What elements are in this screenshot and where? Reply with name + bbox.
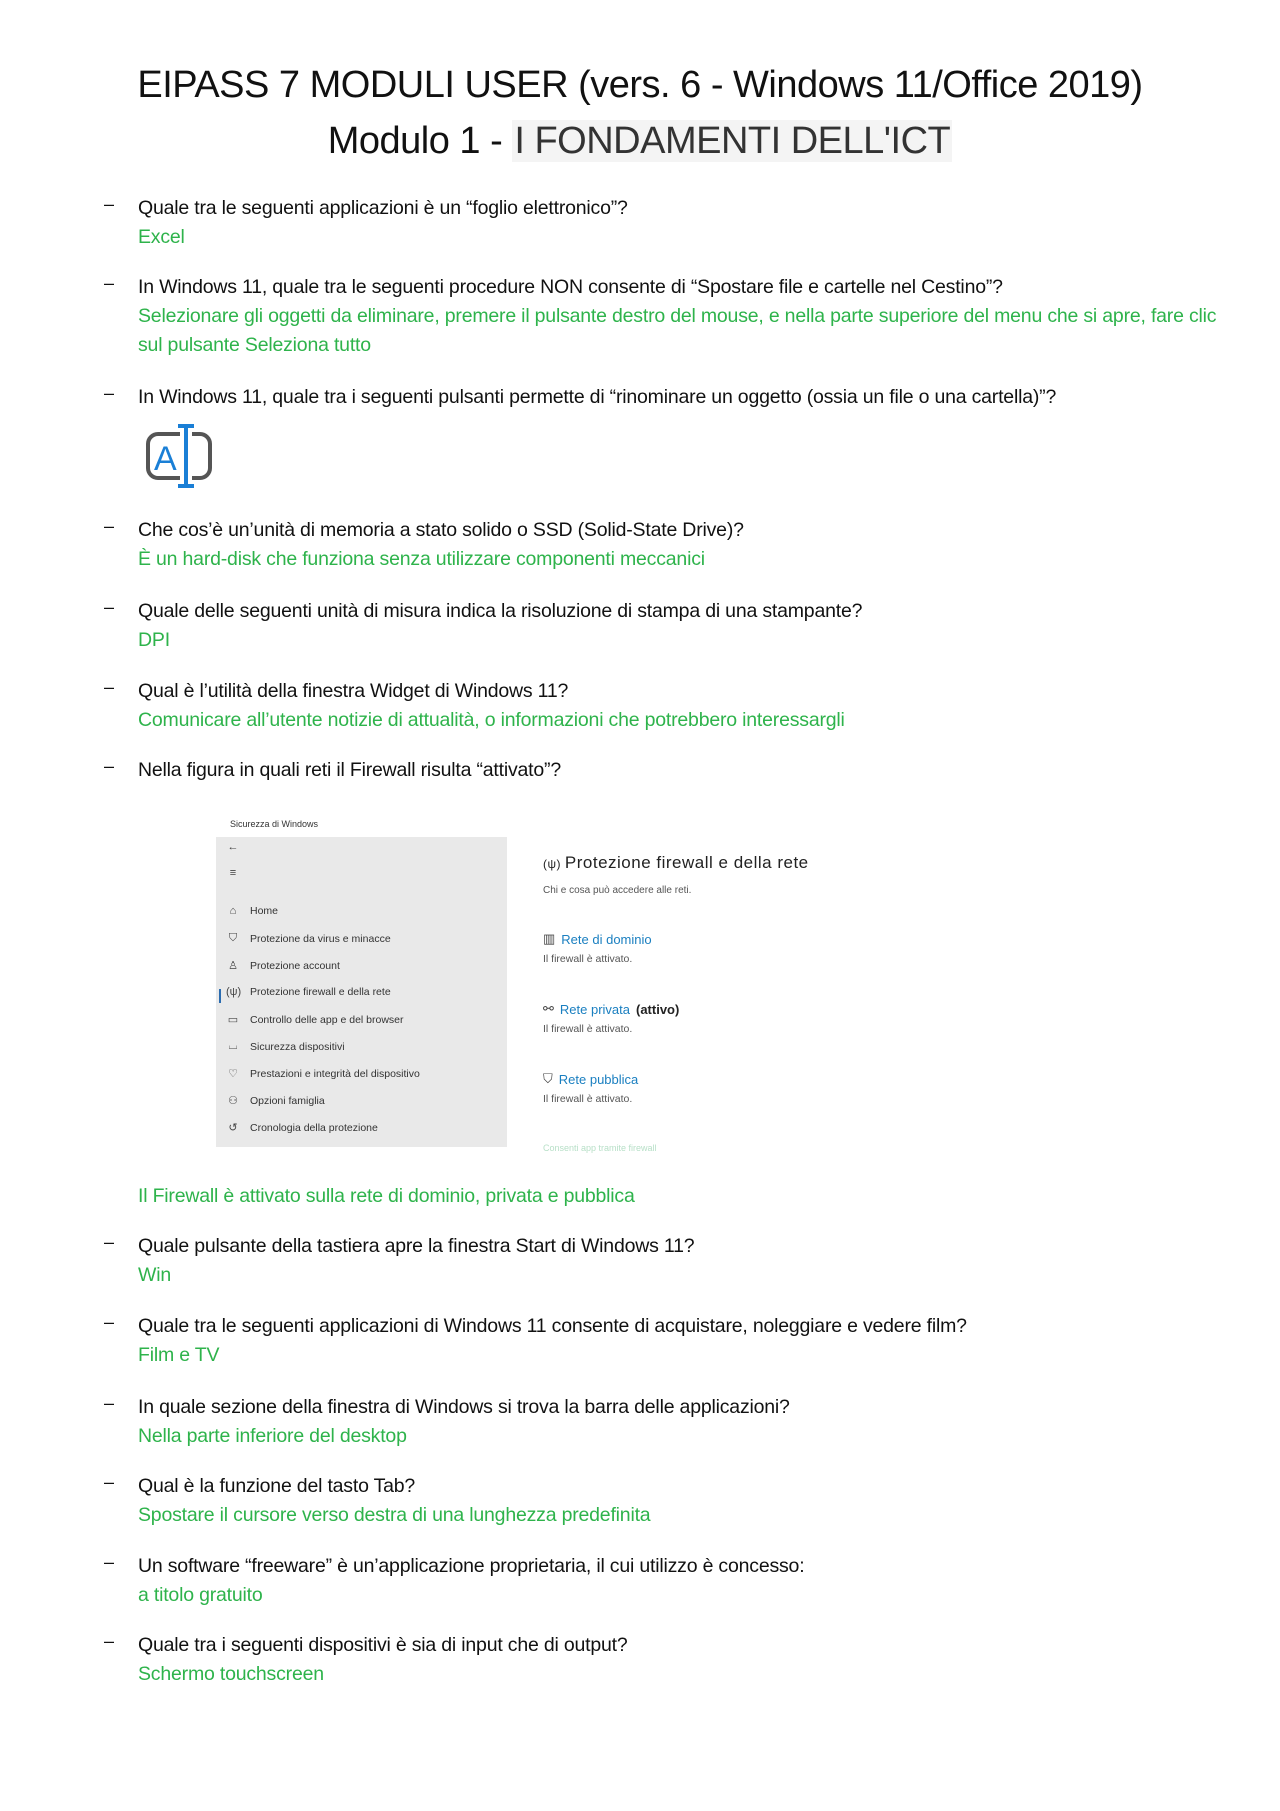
laptop-icon: ⌴ <box>228 1040 238 1052</box>
nav-item-home <box>226 905 278 917</box>
question-item <box>104 1393 1224 1451</box>
network-domain <box>543 931 652 947</box>
answer-text: Excel <box>138 226 185 248</box>
network-name: Rete pubblica <box>558 1071 639 1087</box>
question-item <box>104 756 1224 785</box>
answer-text: È un hard-disk che funziona senza utilizzare componenti meccanici <box>138 548 705 570</box>
answer-item <box>104 1182 1224 1211</box>
answer-text: Selezionare gli oggetti da eliminare, premere il pulsante destro del mouse, e nella parte superiore del menu che si apre, fare clic sul pulsante Seleziona tutto <box>138 305 1217 356</box>
network-status: Il firewall è attivato. <box>543 953 633 965</box>
answer-text: DPI <box>138 629 170 651</box>
back-icon: ← <box>227 841 239 853</box>
answer-text: a titolo gratuito <box>138 1584 263 1606</box>
bullet: – <box>104 1312 115 1332</box>
home-icon: ⌂ <box>229 905 237 917</box>
nav-item-performance <box>226 1067 420 1080</box>
bullet: – <box>104 1393 115 1413</box>
question-text: Un software “freeware” è un’applicazione proprietaria, il cui utilizzo è concesso: <box>138 1555 805 1577</box>
active-tag: (attivo) <box>636 1001 680 1017</box>
question-text: Quale delle seguenti unità di misura indica la risoluzione di stampa di una stampante? <box>138 600 863 622</box>
question-text: In quale sezione della finestra di Windows si trova la barra delle applicazioni? <box>138 1396 790 1418</box>
question-text: Qual è l’utilità della finestra Widget di Windows 11? <box>138 680 569 702</box>
svg-text:A: A <box>154 440 177 478</box>
bullet: – <box>104 194 115 214</box>
bullet: – <box>104 516 115 536</box>
nav-item-account <box>226 959 340 972</box>
nav-label: Home <box>250 905 279 917</box>
network-name: Rete di dominio <box>561 931 652 947</box>
module-title <box>0 120 1280 163</box>
question-item <box>104 516 1224 574</box>
bullet: – <box>104 756 115 776</box>
question-text: Nella figura in quali reti il Firewall risulta “attivato”? <box>138 759 561 781</box>
question-item <box>104 1472 1224 1530</box>
domain-network-icon: ▥ <box>543 931 556 946</box>
question-item <box>104 1232 1224 1290</box>
nav-item-virus <box>226 932 391 945</box>
history-icon: ↺ <box>228 1122 238 1134</box>
answer-text: Win <box>138 1264 171 1286</box>
bullet: – <box>104 677 115 697</box>
menu-icon: ≡ <box>229 867 237 879</box>
question-text: Quale pulsante della tastiera apre la finestra Start di Windows 11? <box>138 1235 695 1257</box>
module-prefix: Modulo 1 - <box>327 120 513 162</box>
private-network-icon: ⚯ <box>543 1001 554 1016</box>
bullet: – <box>104 383 115 403</box>
nav-label: Prestazioni e integrità del dispositivo <box>250 1067 420 1080</box>
nav-item-device-security <box>226 1040 345 1053</box>
question-item <box>104 1312 1224 1370</box>
document-title: EIPASS 7 MODULI USER (vers. 6 - Windows 11/Office 2019) <box>137 64 1143 106</box>
question-item <box>104 194 1224 252</box>
question-text: In Windows 11, quale tra le seguenti procedure NON consente di “Spostare file e cartelle nel Cestino”? <box>138 276 1003 298</box>
family-icon: ⚇ <box>228 1095 238 1107</box>
question-item <box>104 1552 1224 1610</box>
bullet: – <box>104 1472 115 1492</box>
question-item <box>104 597 1224 655</box>
question-text: In Windows 11, quale tra i seguenti pulsanti permette di “rinominare un oggetto (ossia un file o una cartella)”? <box>138 386 1057 408</box>
network-status: Il firewall è attivato. <box>543 1023 633 1035</box>
firewall-screenshot <box>216 813 906 1173</box>
nav-label: Protezione da virus e minacce <box>250 932 391 945</box>
answer-text: Schermo touchscreen <box>138 1663 324 1685</box>
question-text: Quale tra le seguenti applicazioni è un “foglio elettronico”? <box>138 197 628 219</box>
bullet: – <box>104 1232 115 1252</box>
bullet: – <box>104 273 115 293</box>
shield-icon: ⛉ <box>228 932 238 944</box>
heading-text: Protezione firewall e della rete <box>564 853 809 872</box>
pane-subheading: Chi e cosa può accedere alle reti. <box>543 885 692 896</box>
rename-icon <box>144 422 216 490</box>
network-public <box>543 1071 638 1087</box>
answer-text: Comunicare all’utente notizie di attualità, o informazioni che potrebbero interessargli <box>138 709 845 731</box>
nav-item-firewall <box>226 986 391 998</box>
answer-text: Nella parte inferiore del desktop <box>138 1425 407 1447</box>
nav-item-app-browser <box>226 1013 404 1026</box>
answer-text: Film e TV <box>138 1344 220 1366</box>
question-item <box>104 273 1224 360</box>
pane-heading <box>543 853 809 873</box>
nav-item-family <box>226 1094 325 1107</box>
antenna-icon: (ψ) <box>226 986 242 998</box>
network-private <box>543 1001 679 1017</box>
person-icon: ♙ <box>228 960 238 972</box>
bullet: – <box>104 597 115 617</box>
window-title: Sicurezza di Windows <box>230 819 319 829</box>
window-icon: ▭ <box>227 1014 239 1026</box>
network-status: Il firewall è attivato. <box>543 1093 633 1105</box>
nav-label: Controllo delle app e del browser <box>250 1013 404 1026</box>
answer-text: Il Firewall è attivato sulla rete di dominio, privata e pubblica <box>138 1185 635 1207</box>
module-highlight: I FONDAMENTI DELL'ICT <box>514 120 951 162</box>
antenna-icon: (ψ) <box>543 857 565 871</box>
nav-item-history <box>226 1121 378 1134</box>
nav-label: Cronologia della protezione <box>250 1121 378 1134</box>
bullet: – <box>104 1552 115 1572</box>
nav-label: Protezione account <box>250 959 340 972</box>
question-item <box>104 1631 1224 1689</box>
nav-label: Opzioni famiglia <box>250 1094 325 1107</box>
heart-icon: ♡ <box>228 1068 238 1080</box>
question-text: Quale tra i seguenti dispositivi è sia di input che di output? <box>138 1634 628 1656</box>
bullet: – <box>104 1631 115 1651</box>
question-text: Che cos’è un’unità di memoria a stato solido o SSD (Solid-State Drive)? <box>138 519 744 541</box>
question-item <box>104 383 1224 490</box>
nav-label: Protezione firewall e della rete <box>250 986 391 998</box>
network-name: Rete privata <box>559 1001 630 1017</box>
question-text: Quale tra le seguenti applicazioni di Windows 11 consente di acquistare, noleggiare e vedere film? <box>138 1315 967 1337</box>
selection-indicator <box>219 989 221 1003</box>
answer-text: Spostare il cursore verso destra di una lunghezza predefinita <box>138 1504 651 1526</box>
nav-pane <box>216 837 507 1147</box>
nav-label: Sicurezza dispositivi <box>250 1040 345 1053</box>
question-item <box>104 677 1224 735</box>
question-text: Qual è la funzione del tasto Tab? <box>138 1475 416 1497</box>
allow-app-link: Consenti app tramite firewall <box>543 1143 657 1153</box>
public-network-icon: ⛉ <box>543 1071 553 1086</box>
